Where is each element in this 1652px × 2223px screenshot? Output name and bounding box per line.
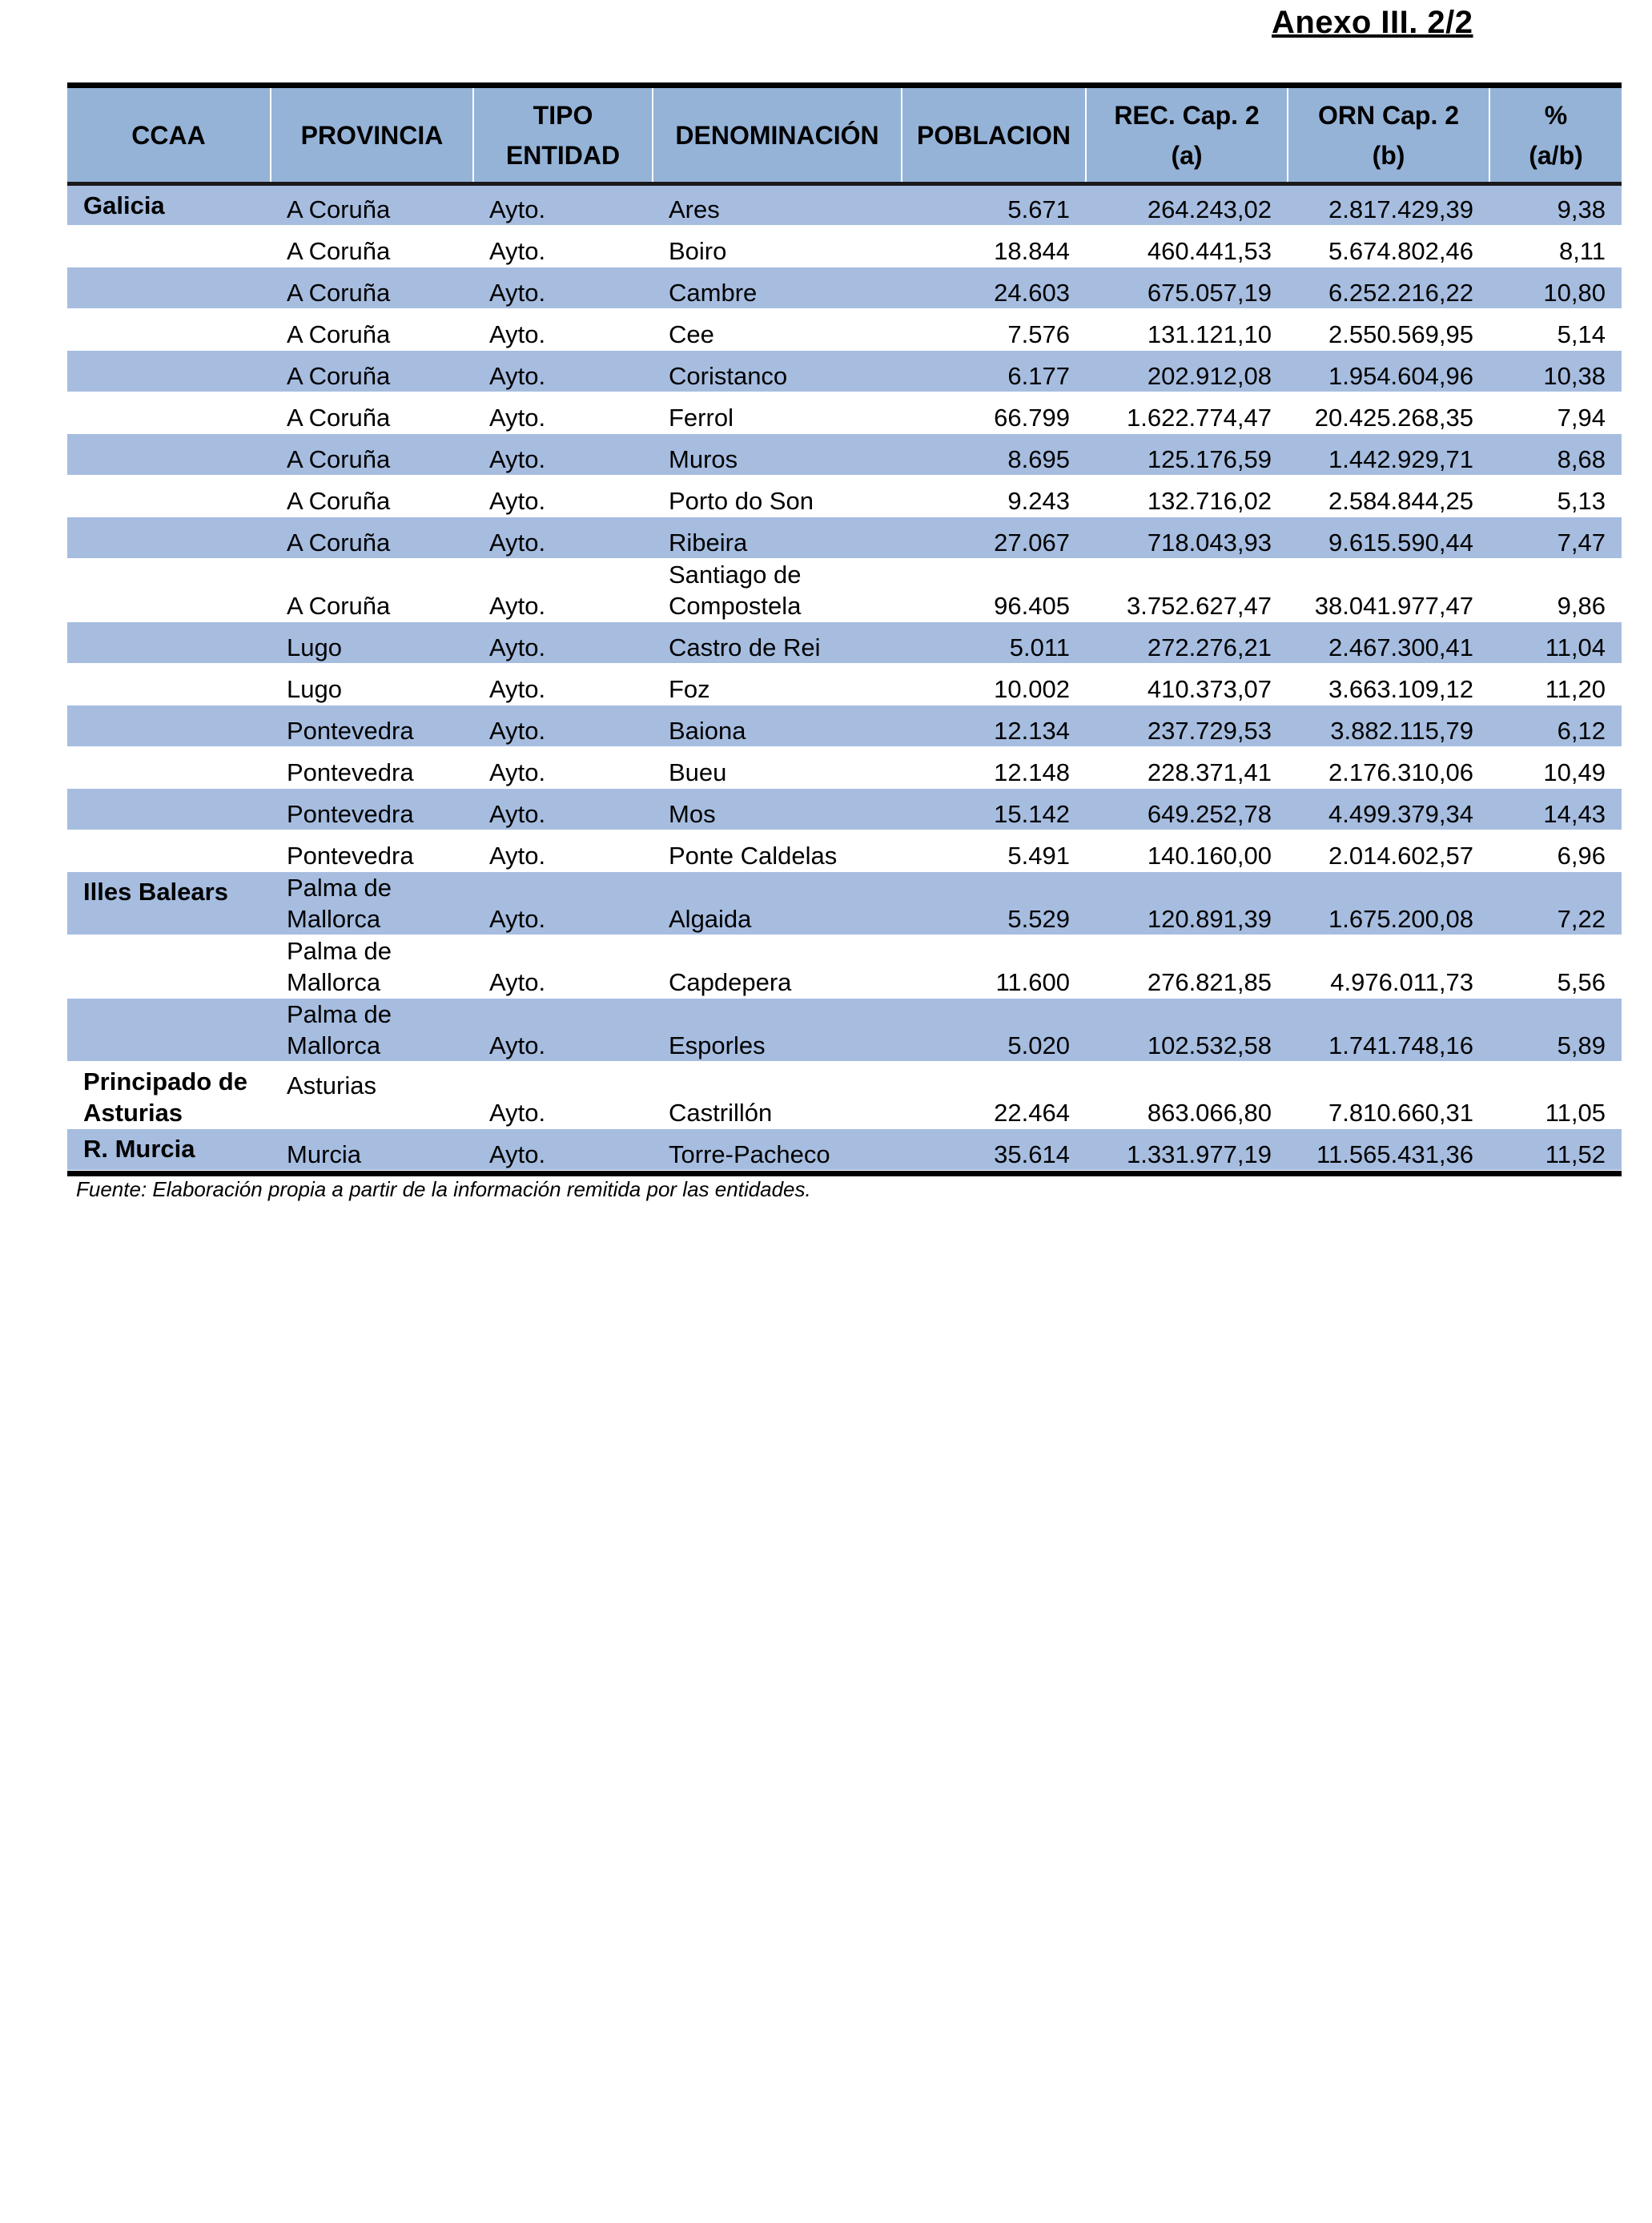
cell-pct: 8,68 <box>1489 434 1622 476</box>
cell-pct: 9,86 <box>1489 559 1622 622</box>
cell-poblacion: 6.177 <box>902 351 1086 392</box>
cell-orn: 2.176.310,06 <box>1288 747 1489 789</box>
cell-pct: 6,12 <box>1489 705 1622 747</box>
cell-orn: 3.882.115,79 <box>1288 705 1489 747</box>
cell-rec: 272.276,21 <box>1086 622 1288 664</box>
cell-tipo: Ayto. <box>473 664 653 705</box>
cell-rec: 1.622.774,47 <box>1086 392 1288 434</box>
cell-denominacion: Boiro <box>653 226 902 267</box>
cell-pct: 5,14 <box>1489 309 1622 351</box>
cell-provincia: Asturias <box>271 1062 473 1129</box>
header-pct-line2: (a/b) <box>1529 140 1583 170</box>
cell-pct: 11,20 <box>1489 664 1622 705</box>
cell-orn: 2.467.300,41 <box>1288 622 1489 664</box>
cell-rec: 125.176,59 <box>1086 434 1288 476</box>
cell-orn: 4.499.379,34 <box>1288 789 1489 830</box>
cell-provincia: A Coruña <box>271 559 473 622</box>
table-row <box>67 872 1622 935</box>
cell-orn: 2.584.844,25 <box>1288 476 1489 517</box>
cell-orn: 7.810.660,31 <box>1288 1062 1489 1129</box>
cell-denominacion: Santiago de Compostela <box>653 559 902 622</box>
cell-tipo: Ayto. <box>473 1129 653 1171</box>
cell-orn: 38.041.977,47 <box>1288 559 1489 622</box>
cell-tipo: Ayto. <box>473 559 653 622</box>
cell-orn: 20.425.268,35 <box>1288 392 1489 434</box>
cell-rec: 202.912,08 <box>1086 351 1288 392</box>
cell-poblacion: 5.671 <box>902 184 1086 226</box>
cell-denominacion: Castro de Rei <box>653 622 902 664</box>
cell-tipo: Ayto. <box>473 434 653 476</box>
cell-denominacion: Esporles <box>653 999 902 1062</box>
cell-tipo: Ayto. <box>473 747 653 789</box>
cell-ccaa <box>67 664 271 705</box>
cell-provincia: A Coruña <box>271 309 473 351</box>
table-row <box>67 1129 1622 1171</box>
cell-poblacion: 12.148 <box>902 747 1086 789</box>
header-orn-line1: ORN Cap. 2 <box>1317 100 1460 130</box>
cell-ccaa <box>67 559 271 622</box>
cell-poblacion: 7.576 <box>902 309 1086 351</box>
cell-provincia: Lugo <box>271 622 473 664</box>
cell-denominacion: Torre-Pacheco <box>653 1129 902 1171</box>
header-pct-line1: % <box>1544 100 1568 130</box>
cell-tipo: Ayto. <box>473 351 653 392</box>
cell-orn: 3.663.109,12 <box>1288 664 1489 705</box>
cell-denominacion: Cee <box>653 309 902 351</box>
cell-rec: 237.729,53 <box>1086 705 1288 747</box>
cell-orn: 2.817.429,39 <box>1288 184 1489 226</box>
cell-poblacion: 12.134 <box>902 705 1086 747</box>
cell-ccaa: Principado de Asturias <box>67 1062 271 1129</box>
table-header <box>67 88 1622 184</box>
cell-pct: 5,13 <box>1489 476 1622 517</box>
table-row <box>67 705 1622 747</box>
cell-ccaa <box>67 226 271 267</box>
cell-pct: 9,38 <box>1489 184 1622 226</box>
cell-provincia: A Coruña <box>271 517 473 559</box>
cell-rec: 718.043,93 <box>1086 517 1288 559</box>
cell-ccaa <box>67 999 271 1062</box>
cell-provincia: A Coruña <box>271 184 473 226</box>
header-provincia: PROVINCIA <box>271 88 473 184</box>
cell-ccaa <box>67 267 271 309</box>
cell-pct: 11,52 <box>1489 1129 1622 1171</box>
cell-tipo: Ayto. <box>473 476 653 517</box>
cell-ccaa: Galicia <box>67 184 271 226</box>
header-denominacion: DENOMINACIÓN <box>653 88 902 184</box>
cell-pct: 7,22 <box>1489 872 1622 935</box>
header-orn-line2: (b) <box>1372 140 1405 170</box>
cell-ccaa: Illes Balears <box>67 872 271 935</box>
cell-poblacion: 15.142 <box>902 789 1086 830</box>
cell-rec: 140.160,00 <box>1086 830 1288 872</box>
table-row <box>67 392 1622 434</box>
cell-rec: 131.121,10 <box>1086 309 1288 351</box>
header-percentage <box>1489 88 1622 184</box>
cell-tipo: Ayto. <box>473 184 653 226</box>
cell-poblacion: 18.844 <box>902 226 1086 267</box>
table-row <box>67 664 1622 705</box>
table-row <box>67 999 1622 1062</box>
cell-tipo: Ayto. <box>473 267 653 309</box>
header-tipo-line1: TIPO <box>533 100 593 130</box>
cell-provincia: Murcia <box>271 1129 473 1171</box>
cell-provincia: A Coruña <box>271 392 473 434</box>
cell-denominacion: Mos <box>653 789 902 830</box>
cell-pct: 7,47 <box>1489 517 1622 559</box>
cell-poblacion: 11.600 <box>902 935 1086 999</box>
cell-poblacion: 5.529 <box>902 872 1086 935</box>
cell-poblacion: 5.020 <box>902 999 1086 1062</box>
cell-ccaa <box>67 309 271 351</box>
table-row <box>67 434 1622 476</box>
cell-tipo: Ayto. <box>473 1062 653 1129</box>
cell-rec: 410.373,07 <box>1086 664 1288 705</box>
header-tipo-line2: ENTIDAD <box>505 140 621 170</box>
cell-poblacion: 27.067 <box>902 517 1086 559</box>
cell-tipo: Ayto. <box>473 392 653 434</box>
table-row <box>67 559 1622 622</box>
cell-orn: 1.675.200,08 <box>1288 872 1489 935</box>
cell-provincia: Palma de Mallorca <box>271 999 473 1062</box>
cell-provincia: A Coruña <box>271 226 473 267</box>
cell-pct: 8,11 <box>1489 226 1622 267</box>
header-rec-line2: (a) <box>1171 140 1203 170</box>
cell-denominacion: Coristanco <box>653 351 902 392</box>
cell-orn: 1.741.748,16 <box>1288 999 1489 1062</box>
cell-poblacion: 22.464 <box>902 1062 1086 1129</box>
cell-rec: 675.057,19 <box>1086 267 1288 309</box>
cell-denominacion: Ferrol <box>653 392 902 434</box>
cell-rec: 102.532,58 <box>1086 999 1288 1062</box>
cell-denominacion: Ares <box>653 184 902 226</box>
cell-provincia: Pontevedra <box>271 830 473 872</box>
cell-pct: 7,94 <box>1489 392 1622 434</box>
table-row <box>67 226 1622 267</box>
cell-poblacion: 5.491 <box>902 830 1086 872</box>
table-row <box>67 830 1622 872</box>
cell-provincia: A Coruña <box>271 476 473 517</box>
cell-rec: 132.716,02 <box>1086 476 1288 517</box>
cell-provincia: Palma de Mallorca <box>271 935 473 999</box>
cell-pct: 10,80 <box>1489 267 1622 309</box>
table-row <box>67 789 1622 830</box>
cell-denominacion: Bueu <box>653 747 902 789</box>
cell-denominacion: Capdepera <box>653 935 902 999</box>
cell-pct: 10,49 <box>1489 747 1622 789</box>
cell-rec: 120.891,39 <box>1086 872 1288 935</box>
cell-pct: 11,05 <box>1489 1062 1622 1129</box>
cell-provincia: Palma de Mallorca <box>271 872 473 935</box>
cell-orn: 5.674.802,46 <box>1288 226 1489 267</box>
cell-pct: 6,96 <box>1489 830 1622 872</box>
cell-poblacion: 5.011 <box>902 622 1086 664</box>
cell-tipo: Ayto. <box>473 622 653 664</box>
cell-denominacion: Muros <box>653 434 902 476</box>
cell-ccaa <box>67 476 271 517</box>
cell-rec: 3.752.627,47 <box>1086 559 1288 622</box>
cell-ccaa <box>67 705 271 747</box>
cell-rec: 1.331.977,19 <box>1086 1129 1288 1171</box>
cell-tipo: Ayto. <box>473 517 653 559</box>
page-title: Anexo III. 2/2 <box>1272 5 1473 40</box>
cell-poblacion: 66.799 <box>902 392 1086 434</box>
cell-orn: 1.954.604,96 <box>1288 351 1489 392</box>
cell-provincia: Pontevedra <box>271 705 473 747</box>
cell-denominacion: Ribeira <box>653 517 902 559</box>
cell-orn: 2.014.602,57 <box>1288 830 1489 872</box>
header-ccaa: CCAA <box>67 88 271 184</box>
table-row <box>67 1062 1622 1129</box>
cell-ccaa <box>67 517 271 559</box>
cell-ccaa <box>67 434 271 476</box>
cell-poblacion: 10.002 <box>902 664 1086 705</box>
cell-rec: 276.821,85 <box>1086 935 1288 999</box>
header-orn-cap2 <box>1288 88 1489 184</box>
cell-ccaa: R. Murcia <box>67 1129 271 1171</box>
table-row <box>67 267 1622 309</box>
data-table <box>67 88 1622 1171</box>
cell-denominacion: Foz <box>653 664 902 705</box>
cell-provincia: Pontevedra <box>271 747 473 789</box>
table-row <box>67 184 1622 226</box>
cell-orn: 11.565.431,36 <box>1288 1129 1489 1171</box>
cell-provincia: Lugo <box>271 664 473 705</box>
cell-pct: 5,56 <box>1489 935 1622 999</box>
cell-denominacion: Cambre <box>653 267 902 309</box>
table-body <box>67 184 1622 1171</box>
table-row <box>67 476 1622 517</box>
cell-poblacion: 9.243 <box>902 476 1086 517</box>
cell-tipo: Ayto. <box>473 872 653 935</box>
header-rec-line1: REC. Cap. 2 <box>1114 100 1260 130</box>
table-row <box>67 517 1622 559</box>
cell-pct: 11,04 <box>1489 622 1622 664</box>
cell-pct: 14,43 <box>1489 789 1622 830</box>
table-row <box>67 351 1622 392</box>
table-row <box>67 622 1622 664</box>
cell-poblacion: 24.603 <box>902 267 1086 309</box>
cell-denominacion: Algaida <box>653 872 902 935</box>
cell-rec: 460.441,53 <box>1086 226 1288 267</box>
header-tipo-entidad <box>473 88 653 184</box>
cell-ccaa <box>67 789 271 830</box>
cell-tipo: Ayto. <box>473 705 653 747</box>
table-row <box>67 747 1622 789</box>
cell-pct: 10,38 <box>1489 351 1622 392</box>
cell-ccaa <box>67 351 271 392</box>
cell-orn: 4.976.011,73 <box>1288 935 1489 999</box>
cell-tipo: Ayto. <box>473 789 653 830</box>
cell-denominacion: Porto do Son <box>653 476 902 517</box>
table-row <box>67 935 1622 999</box>
cell-orn: 9.615.590,44 <box>1288 517 1489 559</box>
data-table-container <box>67 82 1622 1176</box>
cell-provincia: A Coruña <box>271 434 473 476</box>
cell-orn: 2.550.569,95 <box>1288 309 1489 351</box>
source-note: Fuente: Elaboración propia a partir de la información remitida por las entidades. <box>76 1177 811 1201</box>
cell-ccaa <box>67 622 271 664</box>
cell-rec: 228.371,41 <box>1086 747 1288 789</box>
cell-tipo: Ayto. <box>473 226 653 267</box>
cell-tipo: Ayto. <box>473 999 653 1062</box>
cell-ccaa <box>67 935 271 999</box>
header-poblacion: POBLACION <box>902 88 1086 184</box>
header-rec-cap2 <box>1086 88 1288 184</box>
cell-ccaa <box>67 747 271 789</box>
cell-provincia: A Coruña <box>271 351 473 392</box>
cell-ccaa <box>67 392 271 434</box>
cell-denominacion: Ponte Caldelas <box>653 830 902 872</box>
cell-tipo: Ayto. <box>473 309 653 351</box>
cell-rec: 863.066,80 <box>1086 1062 1288 1129</box>
cell-denominacion: Baiona <box>653 705 902 747</box>
cell-denominacion: Castrillón <box>653 1062 902 1129</box>
table-row <box>67 309 1622 351</box>
cell-rec: 264.243,02 <box>1086 184 1288 226</box>
cell-pct: 5,89 <box>1489 999 1622 1062</box>
cell-poblacion: 35.614 <box>902 1129 1086 1171</box>
cell-poblacion: 8.695 <box>902 434 1086 476</box>
cell-tipo: Ayto. <box>473 935 653 999</box>
cell-orn: 1.442.929,71 <box>1288 434 1489 476</box>
cell-tipo: Ayto. <box>473 830 653 872</box>
cell-orn: 6.252.216,22 <box>1288 267 1489 309</box>
cell-ccaa <box>67 830 271 872</box>
cell-poblacion: 96.405 <box>902 559 1086 622</box>
cell-provincia: A Coruña <box>271 267 473 309</box>
cell-provincia: Pontevedra <box>271 789 473 830</box>
cell-rec: 649.252,78 <box>1086 789 1288 830</box>
